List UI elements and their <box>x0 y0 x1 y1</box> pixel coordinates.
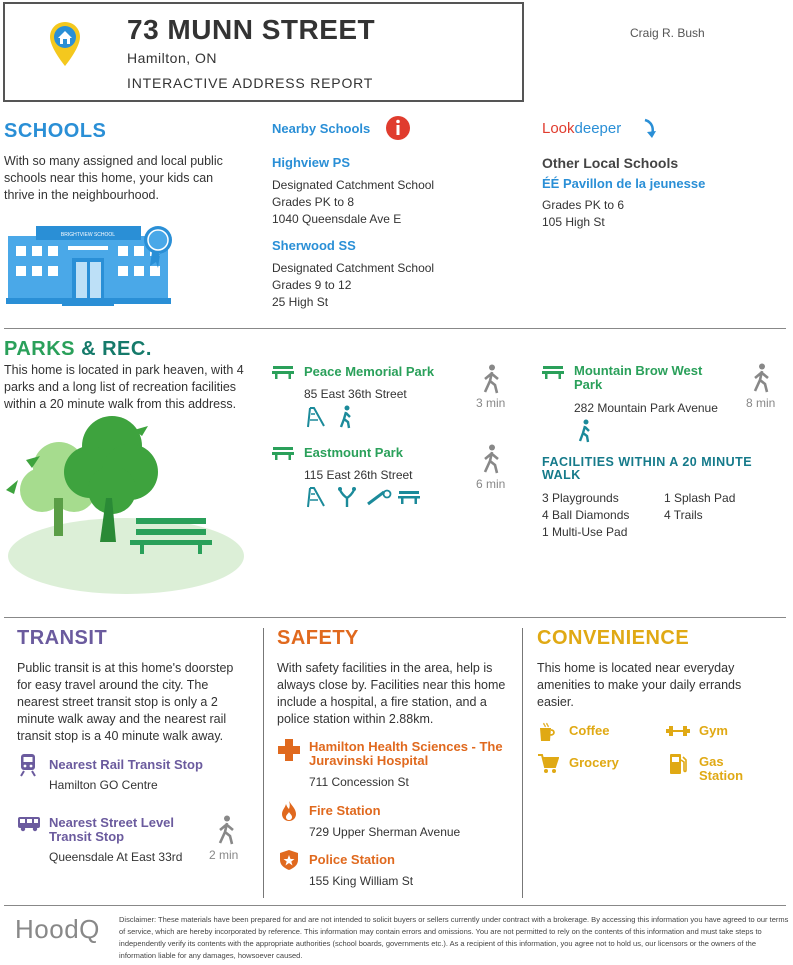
section-divider <box>4 905 786 906</box>
facility-item: 3 Playgrounds <box>542 491 619 505</box>
baseball-icon <box>366 488 392 506</box>
transit-intro: Public transit is at this home's doorstep for easy travel around the city. The nearest street transit stop is only a 2 minute walk away and the nearest rail transit stop is a 40 minute walk away. <box>17 661 234 743</box>
column-divider <box>522 628 523 898</box>
street-stop-label: Nearest Street Level Transit Stop <box>49 815 175 844</box>
nearby-schools-label: Nearby Schools <box>272 121 371 136</box>
bench-icon <box>542 365 564 379</box>
address-city: Hamilton, ON <box>127 50 218 66</box>
school-address: 25 High St <box>272 295 329 309</box>
safety-intro: With safety facilities in the area, help is always close by. Facilities near this home include a hospital, a fire station, and a police station within 2.88km. <box>277 661 506 726</box>
report-subtitle: INTERACTIVE ADDRESS REPORT <box>127 75 374 91</box>
street-stop-value[interactable]: Queensdale At East 33rd <box>49 850 183 864</box>
park-name[interactable]: Mountain Brow West Park <box>574 363 703 392</box>
school-type: Designated Catchment School <box>272 261 435 275</box>
convenience-title: CONVENIENCE <box>537 627 690 649</box>
column-divider <box>263 628 264 898</box>
walking-icon <box>480 444 504 474</box>
park-address: 115 East 26th Street <box>304 468 413 482</box>
school-building-icon <box>6 218 181 308</box>
park-name[interactable]: Eastmount Park <box>304 445 403 460</box>
schools-intro: With so many assigned and local public schools near this home, your kids can thrive in the neighbourhood. <box>4 154 223 202</box>
fire-station-address: 729 Upper Sherman Avenue <box>309 825 461 839</box>
address-title: 73 MUNN STREET <box>127 14 376 45</box>
hiking-icon <box>576 419 594 443</box>
school-name[interactable]: Highview PS <box>272 155 351 170</box>
train-icon <box>18 753 38 777</box>
hospital-name[interactable]: Hamilton Health Sciences - The Juravinski Hospital <box>309 739 503 768</box>
walking-icon <box>750 363 774 393</box>
school-address: 1040 Queensdale Ave E <box>272 212 402 226</box>
picnic-table-icon <box>398 490 420 504</box>
bus-icon <box>17 816 41 832</box>
parks-intro: This home is located in park heaven, with 4 parks and a long list of recreation facilities within a 20 minute walk from this address. <box>4 363 244 411</box>
amenity-gas-station[interactable]: Gas Station <box>699 754 744 783</box>
lookdeeper-look: Look <box>542 120 575 137</box>
other-schools-label: Other Local Schools <box>542 155 679 171</box>
safety-title: SAFETY <box>277 627 359 649</box>
arrow-down-icon <box>640 118 660 140</box>
parks-title-a: PARKS <box>4 338 76 360</box>
splash-pad-icon <box>336 486 358 508</box>
park-illustration-icon <box>4 398 244 598</box>
amenity-gym[interactable]: Gym <box>699 723 728 738</box>
section-divider <box>4 617 786 618</box>
lookdeeper-link[interactable] <box>542 120 621 137</box>
info-icon[interactable] <box>385 115 411 141</box>
police-badge-icon <box>279 849 299 871</box>
bench-icon <box>272 365 294 379</box>
dumbbell-icon <box>666 725 690 737</box>
convenience-intro: This home is located near everyday amenities to make your daily errands easier. <box>537 661 742 709</box>
walk-time: 8 min <box>746 396 776 410</box>
hiking-icon <box>337 405 355 429</box>
slide-icon <box>306 486 326 508</box>
grocery-cart-icon <box>537 753 559 775</box>
slide-icon <box>306 406 326 428</box>
school-address: 105 High St <box>542 215 605 229</box>
transit-title: TRANSIT <box>17 627 108 649</box>
park-address: 85 East 36th Street <box>304 387 407 401</box>
police-station-name[interactable]: Police Station <box>309 852 395 867</box>
home-pin-icon <box>48 20 82 68</box>
gas-pump-icon <box>669 752 687 776</box>
walk-time: 6 min <box>476 477 506 491</box>
section-divider <box>4 328 786 329</box>
facility-item: 4 Ball Diamonds <box>542 508 630 522</box>
walking-icon <box>480 364 504 394</box>
school-name[interactable]: ÉÉ Pavillon de la jeunesse <box>542 176 706 191</box>
walk-time: 2 min <box>209 848 239 862</box>
hospital-cross-icon <box>278 739 300 761</box>
facility-item: 4 Trails <box>664 508 703 522</box>
parks-title-b: & REC. <box>81 338 152 360</box>
police-station-address: 155 King William St <box>309 874 414 888</box>
school-sign-text: BRIGHTVIEW SCHOOL <box>60 232 116 238</box>
park-name[interactable]: Peace Memorial Park <box>304 364 435 379</box>
hospital-address: 711 Concession St <box>309 775 409 789</box>
fire-station-name[interactable]: Fire Station <box>309 803 381 818</box>
walking-icon <box>215 815 239 845</box>
facility-item: 1 Multi-Use Pad <box>542 525 628 539</box>
amenity-grocery[interactable]: Grocery <box>569 755 619 770</box>
school-grades: Grades PK to 8 <box>272 195 355 209</box>
facilities-title: FACILITIES WITHIN A 20 MINUTE WALK <box>542 455 753 482</box>
school-grades: Grades 9 to 12 <box>272 278 352 292</box>
walk-time: 3 min <box>476 396 506 410</box>
hoodq-logo[interactable]: HoodQ <box>15 914 100 944</box>
amenity-coffee[interactable]: Coffee <box>569 723 610 738</box>
rail-stop-label: Nearest Rail Transit Stop <box>49 757 203 772</box>
rail-stop-value[interactable]: Hamilton GO Centre <box>49 778 158 792</box>
disclaimer-text: Disclaimer: These materials have been prepared for and are not intended to solicit buyers or sellers currently under contract with a brokerage. By accessing this information you have agreed to our terms of service, which are hereby incorporated by reference. This information may contain errors and omissions. You are not permitted to rely on the contents of this information and must take steps to independently verify its contents with the appropriate authorities (school boards, governments etc.). As a recipient of this information, you agree not to hold us, our licensors or the owners of the information liable for any damages, howsoever caused. <box>119 915 789 960</box>
coffee-icon <box>538 722 556 742</box>
park-address: 282 Mountain Park Avenue <box>574 401 718 415</box>
fire-icon <box>281 800 297 822</box>
bench-icon <box>272 446 294 460</box>
parks-title <box>4 338 152 361</box>
school-name[interactable]: Sherwood SS <box>272 238 356 253</box>
school-grades: Grades PK to 6 <box>542 198 625 212</box>
school-type: Designated Catchment School <box>272 178 435 192</box>
lookdeeper-deeper: deeper <box>574 120 622 137</box>
agent-name: Craig R. Bush <box>630 26 705 40</box>
facility-item: 1 Splash Pad <box>664 491 736 505</box>
schools-title: SCHOOLS <box>4 120 107 142</box>
